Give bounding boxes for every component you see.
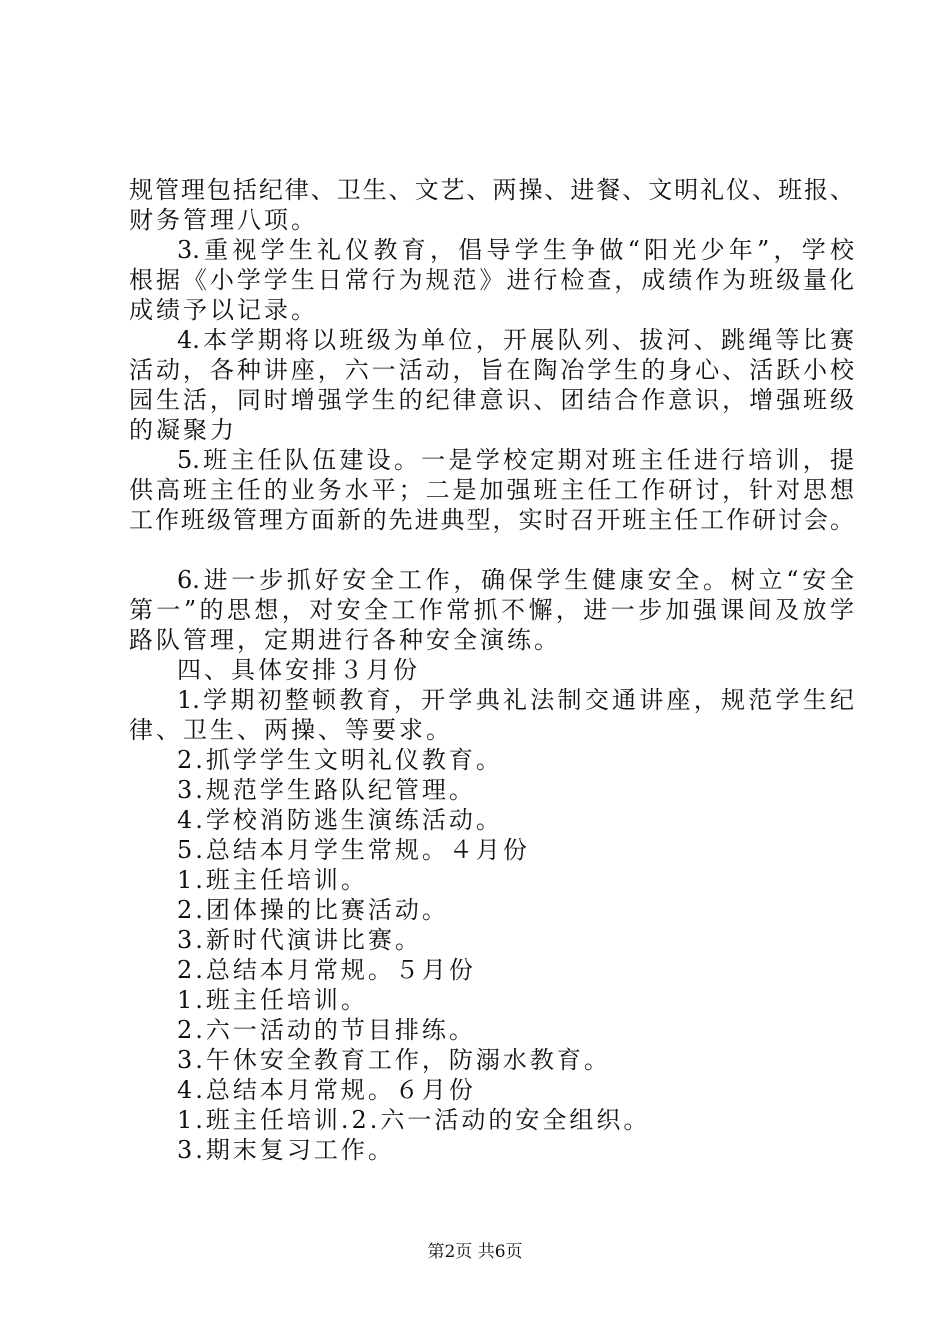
paragraph-line: 园生活，同时增强学生的纪律意识、团结合作意识，增强班级 (129, 386, 854, 414)
paragraph-spacer (129, 535, 854, 565)
paragraph-line: 供高班主任的业务水平；二是加强班主任工作研讨，针对思想 (129, 476, 854, 504)
paragraph-line: 路队管理，定期进行各种安全演练。 (129, 626, 561, 654)
paragraph-line: 5.班主任队伍建设。一是学校定期对班主任进行培训，提 (177, 446, 854, 474)
list-item: 1.班主任培训.2.六一活动的安全组织。 (177, 1106, 651, 1134)
paragraph-line: 3.重视学生礼仪教育，倡导学生争做“阳光少年”，学校 (177, 236, 854, 264)
list-item: 2.总结本月常规。５月份 (177, 956, 476, 984)
list-item: 2.六一活动的节目排练。 (177, 1016, 476, 1044)
paragraph-line: 1.学期初整顿教育，开学典礼法制交通讲座，规范学生纪 (177, 686, 854, 714)
paragraph-line: 律、卫生、两操、等要求。 (129, 716, 453, 744)
list-item: 3.期末复习工作。 (177, 1136, 395, 1164)
list-item: 4.总结本月常规。６月份 (177, 1076, 476, 1104)
page-footer: 第2页 共6页 (427, 1242, 523, 1262)
paragraph-line: 6.进一步抓好安全工作，确保学生健康安全。树立“安全 (177, 566, 854, 594)
paragraph-line: 4.本学期将以班级为单位，开展队列、拔河、跳绳等比赛 (177, 326, 854, 354)
list-item: 3.新时代演讲比赛。 (177, 926, 422, 954)
list-item: 2.团体操的比赛活动。 (177, 896, 449, 924)
paragraph-line: 工作班级管理方面新的先进典型，实时召开班主任工作研讨会。 (129, 506, 854, 534)
list-item: 3.午休安全教育工作，防溺水教育。 (177, 1046, 611, 1074)
list-item: 2.抓学学生文明礼仪教育。 (177, 746, 503, 774)
document-body (129, 175, 854, 1165)
list-item: 1.班主任培训。 (177, 986, 368, 1014)
paragraph-line: 成绩予以记录。 (129, 296, 318, 324)
list-item: 5.总结本月学生常规。４月份 (177, 836, 530, 864)
paragraph-line: 财务管理八项。 (129, 206, 318, 234)
paragraph-line: 规管理包括纪律、卫生、文艺、两操、进餐、文明礼仪、班报、 (129, 176, 854, 204)
paragraph-line: 活动，各种讲座，六一活动，旨在陶冶学生的身心、活跃小校 (129, 356, 854, 384)
section-heading: 四、具体安排３月份 (177, 656, 420, 684)
list-item: 1.班主任培训。 (177, 866, 368, 894)
paragraph-line: 根据《小学学生日常行为规范》进行检查，成绩作为班级量化 (129, 266, 854, 294)
paragraph-line: 的凝聚力 (129, 416, 237, 444)
list-item: 3.规范学生路队纪管理。 (177, 776, 476, 804)
paragraph-line: 第一”的思想，对安全工作常抓不懈，进一步加强课间及放学 (129, 596, 854, 624)
list-item: 4.学校消防逃生演练活动。 (177, 806, 503, 834)
